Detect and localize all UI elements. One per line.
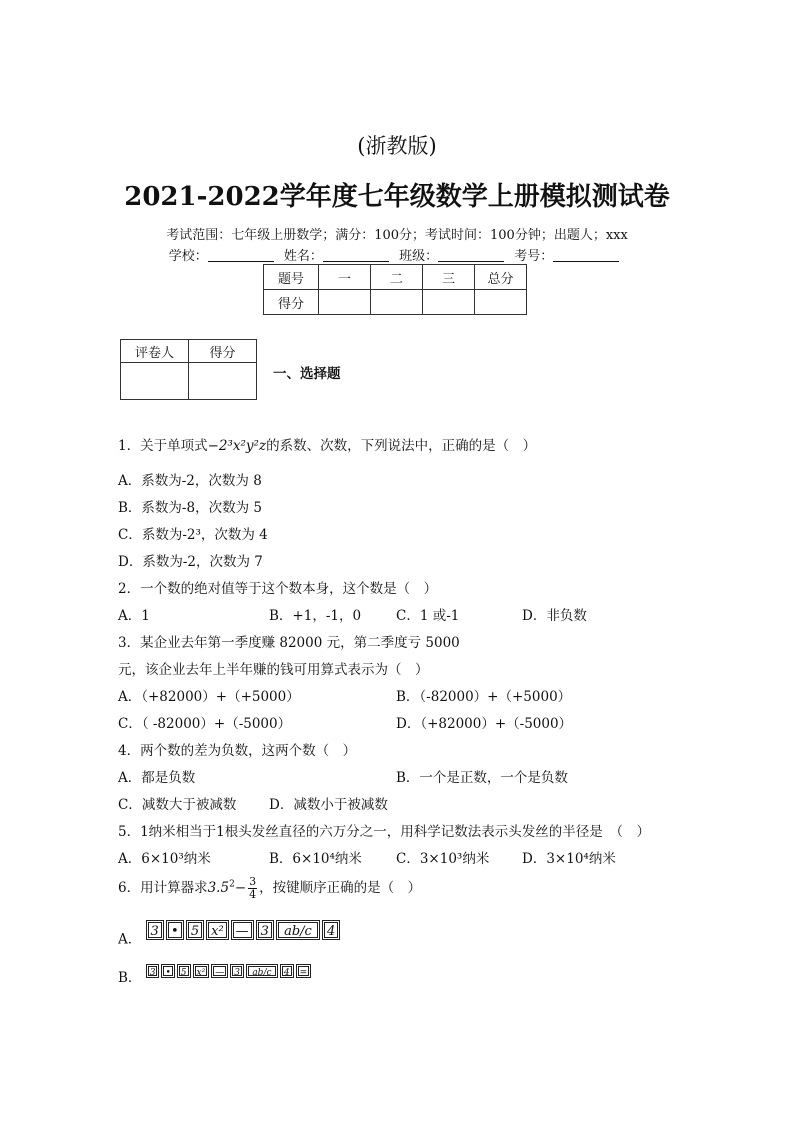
- score-table: [263, 264, 527, 315]
- calc-key: 5: [177, 964, 191, 978]
- calc-key: 4: [280, 964, 294, 978]
- q6-option-a-label: A．: [118, 931, 142, 948]
- calc-key: x²: [206, 920, 229, 940]
- q5-stem: 5．1纳米相当于1根头发丝直径的六万分之一，用科学记数法表示头发丝的半径是 （ ）: [118, 824, 651, 840]
- q2-option-d[interactable]: D．非负数: [522, 608, 587, 624]
- class-label: 班级：: [399, 249, 439, 264]
- calc-key: 4: [322, 920, 340, 940]
- class-field[interactable]: [438, 249, 504, 262]
- name-label: 姓名：: [283, 249, 323, 264]
- q6-stem-pre: 6．用计算器求: [118, 880, 208, 896]
- q5-option-c[interactable]: C．3×10³纳米: [396, 851, 490, 867]
- q1-expression: −2³x²y²z: [207, 438, 267, 454]
- q1-option-c[interactable]: C．系数为-2³，次数为 4: [118, 527, 268, 543]
- q3-option-c[interactable]: C．（ -82000）+（-5000）: [118, 716, 292, 732]
- grader-cell[interactable]: [189, 363, 257, 400]
- score-cell[interactable]: [319, 290, 371, 315]
- score-header-cell: 一: [319, 265, 371, 290]
- q5-option-a[interactable]: A．6×10³纳米: [118, 851, 211, 867]
- q4-option-a[interactable]: A．都是负数: [118, 770, 196, 786]
- calc-key: 5: [186, 920, 204, 940]
- school-field[interactable]: [208, 249, 274, 262]
- calc-key: =: [296, 964, 312, 978]
- q6-expr-base: 3.5: [207, 880, 230, 896]
- student-fields: [0, 245, 794, 264]
- q6-stem: [118, 876, 421, 901]
- score-header-cell: 题号: [264, 265, 319, 290]
- q1-stem-pre: 1．关于单项式: [118, 438, 208, 454]
- q6-stem-post: ，按键顺序正确的是（ ）: [259, 880, 422, 896]
- q6-option-b-keys: [146, 963, 313, 979]
- q3-option-b[interactable]: B．（-82000）+（+5000）: [396, 689, 572, 705]
- q2-option-c[interactable]: C．1 或-1: [396, 608, 460, 624]
- name-field[interactable]: [323, 249, 389, 262]
- score-row-label: 得分: [264, 290, 319, 315]
- score-header-cell: 三: [423, 265, 475, 290]
- q1-option-b[interactable]: B．系数为-8，次数为 5: [118, 500, 262, 516]
- q6-frac-denominator: 4: [249, 888, 257, 901]
- exam-info: 考试范围：七年级上册数学；满分：100分；考试时间：100分钟；出题人；xxx: [166, 228, 628, 243]
- q2-option-b[interactable]: B．+1，-1，0: [269, 608, 362, 624]
- score-cell[interactable]: [475, 290, 527, 315]
- q1-stem-post: 的系数、次数，下列说法中，正确的是（ ）: [266, 438, 537, 454]
- q3-option-a[interactable]: A．（+82000）+（+5000）: [118, 689, 300, 705]
- calc-key: ab/c: [246, 964, 278, 978]
- score-table-score-row: [264, 290, 527, 315]
- calc-key: •: [166, 920, 184, 940]
- q4-stem: 4．两个数的差为负数，这两个数（ ）: [118, 743, 357, 759]
- q6-expr-exponent: 2: [229, 879, 235, 890]
- q4-option-c[interactable]: C．减数大于被减数: [118, 797, 237, 813]
- edition-label: (浙教版): [357, 134, 437, 158]
- q3-option-d[interactable]: D．（+82000）+（-5000）: [396, 716, 573, 732]
- q2-option-a[interactable]: A．1: [118, 608, 150, 624]
- q4-option-b[interactable]: B．一个是正数，一个是负数: [396, 770, 568, 786]
- calc-key: —: [231, 920, 254, 940]
- q6-option-b[interactable]: [118, 962, 313, 986]
- q6-fraction: [248, 876, 257, 901]
- q6-option-a-keys: [146, 920, 343, 940]
- q1-option-d[interactable]: D．系数为-2，次数为 7: [118, 554, 263, 570]
- calc-key: ab/c: [276, 920, 320, 940]
- grader-cell[interactable]: [121, 363, 189, 400]
- calc-key: 3: [256, 920, 274, 940]
- score-table-header-row: [264, 265, 527, 290]
- q3-stem-line1: 3．某企业去年第一季度赚 82000 元，第二季度亏 5000: [118, 635, 460, 651]
- score-header-cell: 总分: [475, 265, 527, 290]
- exam-title: 2021-2022学年度七年级数学上册模拟测试卷: [124, 182, 670, 212]
- grader-header-cell: 得分: [189, 340, 257, 363]
- exam-no-label: 考号：: [514, 249, 554, 264]
- score-cell[interactable]: [423, 290, 475, 315]
- q5-option-b[interactable]: B．6×10⁴纳米: [269, 851, 362, 867]
- exam-no-field[interactable]: [553, 249, 619, 262]
- calc-key: —: [211, 964, 228, 978]
- grader-table: [120, 339, 257, 400]
- grader-header-row: [121, 340, 257, 363]
- calc-key: 3: [230, 964, 244, 978]
- q6-expr-minus: −: [234, 880, 247, 896]
- calc-key: •: [161, 964, 174, 978]
- q6-option-b-label: B．: [118, 970, 142, 986]
- school-label: 学校：: [168, 249, 208, 264]
- grader-blank-row: [121, 363, 257, 400]
- q4-option-d[interactable]: D．减数小于被减数: [269, 797, 388, 813]
- q6-frac-numerator: 3: [249, 875, 257, 888]
- q2-stem: 2．一个数的绝对值等于这个数本身，这个数是（ ）: [118, 581, 438, 597]
- q6-option-a[interactable]: [118, 920, 342, 948]
- score-cell[interactable]: [371, 290, 423, 315]
- score-header-cell: 二: [371, 265, 423, 290]
- q1-option-a[interactable]: A．系数为-2，次数为 8: [118, 473, 262, 489]
- q3-stem-line2: 元，该企业去年上半年赚的钱可用算式表示为（ ）: [118, 662, 429, 678]
- calc-key: x²: [193, 964, 210, 978]
- calc-key: 3: [146, 920, 164, 940]
- calc-key: 3: [146, 964, 160, 978]
- section-title: 一、选择题: [273, 366, 341, 382]
- q5-option-d[interactable]: D．3×10⁴纳米: [522, 851, 616, 867]
- grader-header-cell: 评卷人: [121, 340, 189, 363]
- q1-stem: [118, 434, 536, 454]
